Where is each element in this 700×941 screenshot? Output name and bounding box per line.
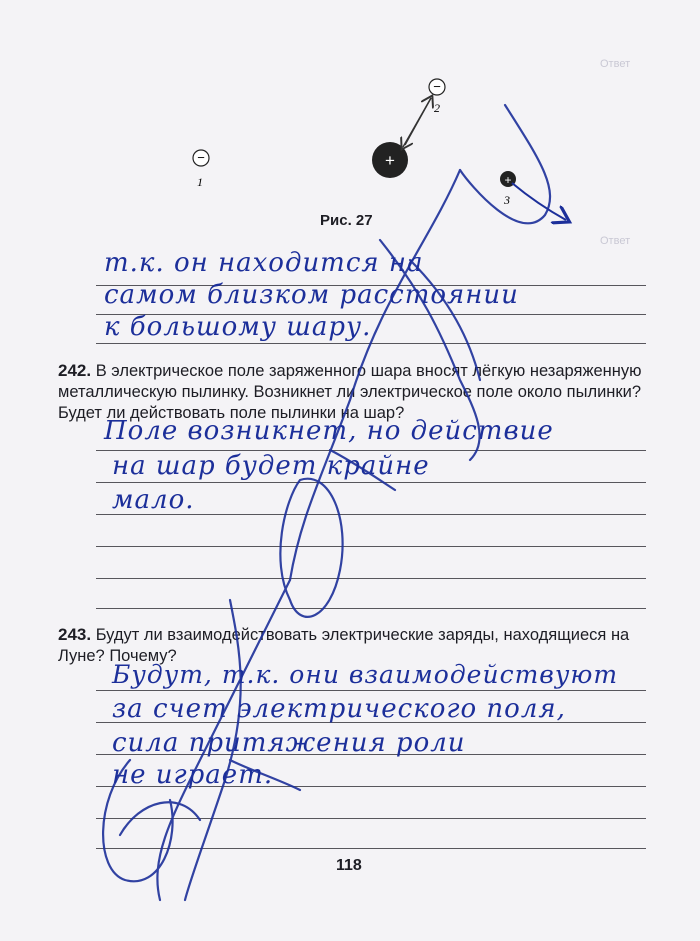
- svg-text:−: −: [197, 150, 205, 165]
- handwritten-answer-line: на шар будет крайне: [112, 451, 430, 481]
- svg-text:+: +: [385, 151, 395, 170]
- charge-3: [500, 171, 516, 207]
- handwritten-answer-line: Поле возникнет, но действие: [104, 416, 554, 446]
- figure-27: [0, 0, 700, 240]
- handwritten-answer-line: самом близком расстоянии: [104, 280, 519, 310]
- ruled-line: [96, 818, 646, 819]
- svg-text:2: 2: [434, 101, 440, 115]
- handwritten-answer-line: мало.: [112, 485, 195, 515]
- handwritten-answer-line: за счет электрического поля,: [112, 694, 566, 724]
- svg-text:3: 3: [504, 193, 510, 207]
- force-arrow: [403, 98, 431, 147]
- charge-1: [193, 150, 209, 189]
- handwritten-answer-line: т.к. он находится на: [104, 248, 424, 278]
- svg-text:−: −: [433, 79, 441, 94]
- ruled-line: [96, 608, 646, 609]
- ruled-line: [96, 343, 646, 344]
- task-number: 243.: [58, 625, 92, 644]
- ruled-line: [96, 578, 646, 579]
- charge-2: [429, 79, 445, 115]
- big-positive-sphere: [372, 142, 408, 178]
- show-through-text: Ответ: [600, 58, 631, 70]
- task-242: [58, 360, 658, 424]
- handwritten-answer-line: к большому шару.: [104, 312, 372, 342]
- ruled-line: [96, 848, 646, 849]
- ruled-line: [96, 690, 646, 691]
- ruled-line: [96, 546, 646, 547]
- handwritten-arrow: [512, 183, 566, 220]
- handwritten-answer-line: Будут, т.к. они взаимодействуют: [112, 660, 619, 689]
- task-text: В электрическое поле заряженного шара вносят лёгкую незаряженную металлическую пылинку. Возникнет ли электрическое поле около пылинки? Будет ли действовать поле пылинки на шар?: [58, 362, 642, 422]
- task-number: 242.: [58, 361, 92, 380]
- figure-caption: Рис. 27: [320, 212, 373, 229]
- svg-text:1: 1: [197, 175, 203, 189]
- show-through-text: Ответ: [600, 235, 631, 247]
- charges-diagram: [0, 0, 700, 240]
- handwritten-answer-line: не играет.: [112, 760, 274, 790]
- page-number: 118: [336, 857, 362, 874]
- svg-text:+: +: [504, 173, 512, 187]
- show-through-text: [430, 560, 433, 572]
- ruled-line: [96, 482, 646, 483]
- handwritten-answer-line: сила притяжения роли: [112, 728, 466, 758]
- task-text: Будут ли взаимодействовать электрические заряды, находящиеся на Луне? Почему?: [58, 626, 630, 665]
